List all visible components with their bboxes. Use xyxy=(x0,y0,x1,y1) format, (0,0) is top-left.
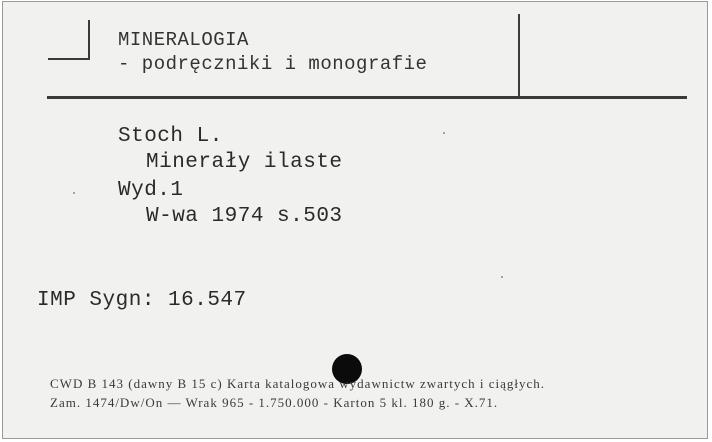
paper-speck xyxy=(443,132,445,134)
paper-speck xyxy=(73,192,75,194)
printer-footer-line-1: CWD B 143 (dawny B 15 c) Karta katalogowa wydawnictw zwartych i ciągłych. xyxy=(50,376,546,391)
paper-speck xyxy=(501,276,503,278)
entry-edition: Wyd.1 xyxy=(118,179,184,202)
header-divider-horizontal xyxy=(47,96,687,99)
subject-subheading: - podręczniki i monografie xyxy=(118,53,428,75)
subject-heading: MINERALOGIA xyxy=(118,29,249,51)
entry-imprint: W-wa 1974 s.503 xyxy=(146,205,343,228)
entry-title: Minerały ilaste xyxy=(146,151,343,174)
call-number: IMP Sygn: 16.547 xyxy=(37,289,247,312)
entry-author: Stoch L. xyxy=(118,125,223,148)
index-tab-mark xyxy=(48,20,90,60)
printer-footer-line-2: Zam. 1474/Dw/On — Wrak 965 - 1.750.000 - Karton 5 kl. 180 g. - X.71. xyxy=(50,395,499,410)
header-divider-vertical xyxy=(518,14,520,96)
catalog-card xyxy=(2,1,708,439)
